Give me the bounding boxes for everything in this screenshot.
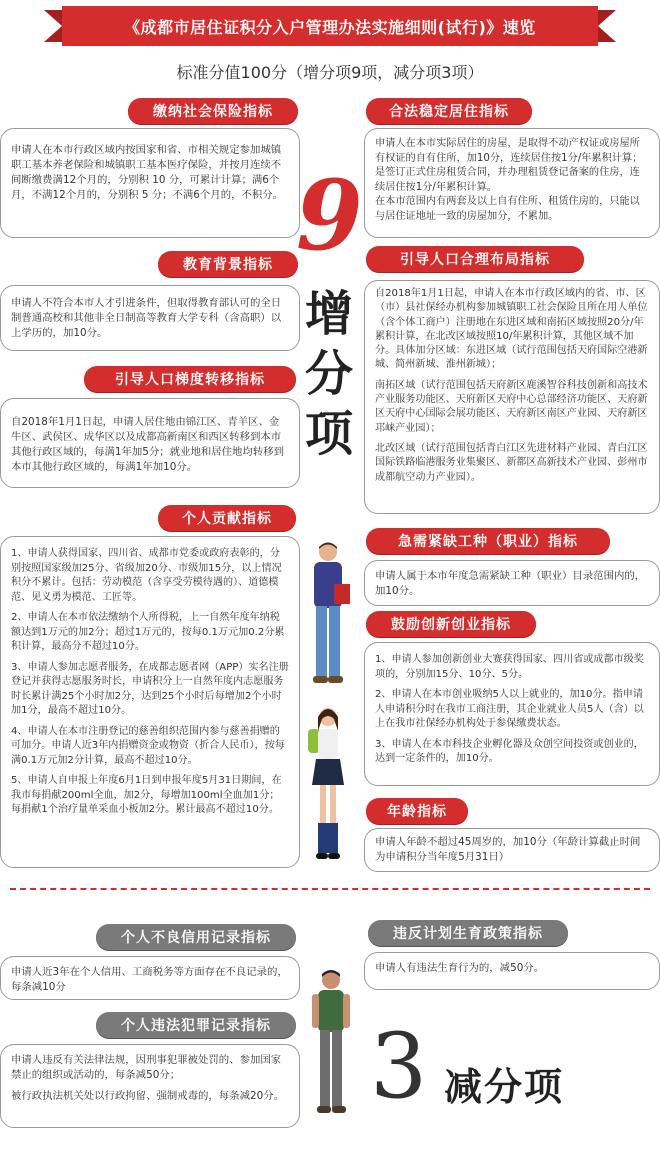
heading-residence: 合法稳定居住指标	[366, 98, 532, 124]
residence-item: 是签订正式住房租赁合同，并办理租赁登记备案的住房，连续居住按1分/年累积计算。	[375, 167, 640, 193]
section-divider	[10, 888, 650, 890]
box-contribution	[0, 536, 300, 868]
box-gradient-transfer	[0, 398, 300, 488]
heading-age: 年龄指标	[366, 798, 468, 824]
gradient-transfer-text: 自2018年1月1日起，申请人居住地由锦江区、青羊区、金牛区、武侯区、成华区以及成都高新南区和西区转移到本市其他行政区域的，每满1年加5分；就业地和居住地均转移到本市其他行政区域的，每满1年加10分。	[11, 416, 284, 473]
plus-char: 分	[304, 346, 353, 402]
box-education	[0, 285, 300, 351]
credit-text: 申请人近3年在个人信用、工商税务等方面存在不良记录的，每条减10分	[11, 966, 288, 993]
heading-contribution: 个人贡献指标	[158, 505, 296, 531]
page-subtitle: 标准分值100分（增分项9项，减分项3项）	[176, 63, 484, 82]
box-family-planning	[364, 952, 660, 990]
residence-item: 在本市范围内有两套及以上自有住所、租赁住房的，只能以与居住证地址一致的房屋加分，不累加。	[375, 196, 640, 222]
contribution-item: 2、申请人在本市依法缴纳个人所得税，上一自然年度年纳税额达到1万元的加2分；超过1万元的，按每0.1万元加0.2分累积计算，最高分不超过10分。	[11, 612, 285, 652]
plus-char: 项	[304, 406, 353, 462]
crime-item: 申请人违反有关法律法规，因刑事犯罪被处罚的、参加国家禁止的组织或活动的，每条减50分；	[11, 1054, 282, 1081]
heading-family-planning: 违反计划生育政策指标	[368, 920, 568, 946]
age-text: 申请人年龄不超过45周岁的，加10分（年龄计算截止时间为申请积分当年度5月31日）	[375, 836, 641, 863]
heading-crime: 个人违法犯罪记录指标	[96, 1012, 296, 1038]
minus-count-number: 3	[370, 1014, 428, 1119]
shortage-text: 申请人属于本市年度急需紧缺工种（职业）目录范围内的，加10分。	[375, 570, 646, 597]
page-title: 《成都市居住证积分入户管理办法实施细则(试行)》速览	[62, 6, 598, 46]
contribution-item: 3、申请人参加志愿者服务，在成都志愿者网（APP）实名注册登记并获得志愿服务时长，申请积分上一自然年度内志愿服务时长累计满25个小时加2分，达到25个小时后每增加2个小时加1分，最高不超过10分。	[11, 661, 289, 716]
schoolgirl-with-backpack-illustration	[302, 705, 352, 865]
box-age	[364, 828, 660, 872]
plus-label-vertical	[300, 284, 358, 464]
heading-education: 教育背景指标	[158, 251, 298, 277]
residence-item: 申请人在本市实际居住的房屋，是取得不动产权证或房屋所有权证的自有住所，加10分，连续居住按1分/年累积计算；	[375, 138, 643, 164]
box-crime	[0, 1044, 300, 1128]
distribution-item: 南拓区域（试行范围包括天府新区鹿溪智谷科技创新和高技术产业服务功能区、天府新区天府中心总部经济功能区、天府新区天府中心国际会展功能区、天府新区南区产业园、天府新区邛崃产业园）；	[375, 379, 648, 434]
plus-char: 增	[304, 286, 353, 342]
heading-gradient-transfer: 引导人口梯度转移指标	[84, 366, 296, 392]
heading-credit: 个人不良信用记录指标	[96, 924, 296, 950]
crime-item: 被行政执法机关处以行政拘留、强制戒毒的，每条减20分。	[11, 1090, 284, 1102]
heading-distribution: 引导人口合理布局指标	[366, 246, 584, 272]
man-with-red-book-illustration	[300, 540, 356, 700]
box-innovation	[364, 642, 660, 786]
social-insurance-text: 申请人在本市行政区域内按国家和省、市相关规定参加城镇职工基本养老保险和城镇职工基本医疗保险，并按月连续不间断缴费满12个月的，分别积 10 分，可累计计算；满6个月，不满12个月的，分别积 5 分；不满6个月的，不积分。	[11, 144, 284, 201]
plus-count-number: 9	[296, 159, 363, 272]
heading-social-insurance: 缴纳社会保险指标	[128, 98, 298, 124]
banner-ribbon-right	[598, 10, 616, 42]
distribution-item: 北改区域（试行范围包括青白江区先进材料产业园、青白江区国际铁路临港服务业集聚区、新都区高新技术产业园、彭州市成都航空动力产业园）。	[375, 442, 648, 483]
education-text: 申请人不符合本市人才引进条件，但取得教育部认可的全日制普通高校和其他非全日制高等教育大学专科（含高职）以上学历的，加10分。	[11, 297, 282, 339]
box-residence	[364, 128, 660, 238]
contribution-item: 5、申请人自申报上年度6月1日到申报年度5月31日期间，在我市每捐献200ml全血，加2分，每增加100ml全血加1分；每捐献1个治疗量单采血小板加2分。累计最高不超过10分。	[11, 775, 282, 815]
heading-shortage: 急需紧缺工种（职业）指标	[366, 528, 610, 554]
banner-ribbon-left	[44, 10, 62, 42]
man-in-green-shirt-illustration	[306, 968, 356, 1128]
contribution-item: 4、申请人在本市注册登记的慈善组织范围内参与慈善捐赠的可加分。申请人近3年内捐赠资金或物资（折合人民币），按每满0.1万元加2分计算，最高不超过10分。	[11, 725, 285, 766]
minus-label: 减分项	[444, 1065, 565, 1109]
box-distribution	[364, 280, 660, 514]
contribution-item: 1、申请人获得国家、四川省、成都市党委或政府表彰的，分别按照国家级加25分、省级加20分、市级加15分，以上情况积分不累计。包括：劳动模范（含享受劳模待遇的）、道德模范、见义勇为模范、工匠等。	[11, 548, 282, 603]
innovation-item: 3、申请人在本市科技企业孵化器及众创空间投资或创业的，达到一定条件的，加10分。	[375, 738, 644, 764]
innovation-item: 1、申请人参加创新创业大赛获得国家、四川省或成都市级奖项的，分别加15分、10分、5分。	[375, 654, 644, 680]
distribution-item: 自2018年1月1日起，申请人在本市行政区域内的省、市、区（市）县社保经办机构参加城镇职工社会保险且所在用人单位（含个体工商户）注册地在东进区域和南拓区域按照20分/年累积计算，在北改区域按照10/年累积计算，其他区域不加分。具体加分区域：东进区域（试行范围包括天府国际空港新城、简州新城、淮州新城）；	[375, 288, 648, 371]
box-credit	[0, 956, 300, 1000]
innovation-item: 2、申请人在本市创业吸纳5人以上就业的，加10分。指申请人申请积分时在我市工商注册，其企业就业人员5人（含）以上在我市社保经办机构处于参保缴费状态。	[375, 689, 644, 729]
heading-innovation: 鼓励创新创业指标	[366, 611, 536, 637]
family-planning-text: 申请人有违法生育行为的，减50分。	[375, 962, 545, 974]
box-social-insurance	[0, 128, 300, 238]
box-shortage	[364, 560, 660, 606]
